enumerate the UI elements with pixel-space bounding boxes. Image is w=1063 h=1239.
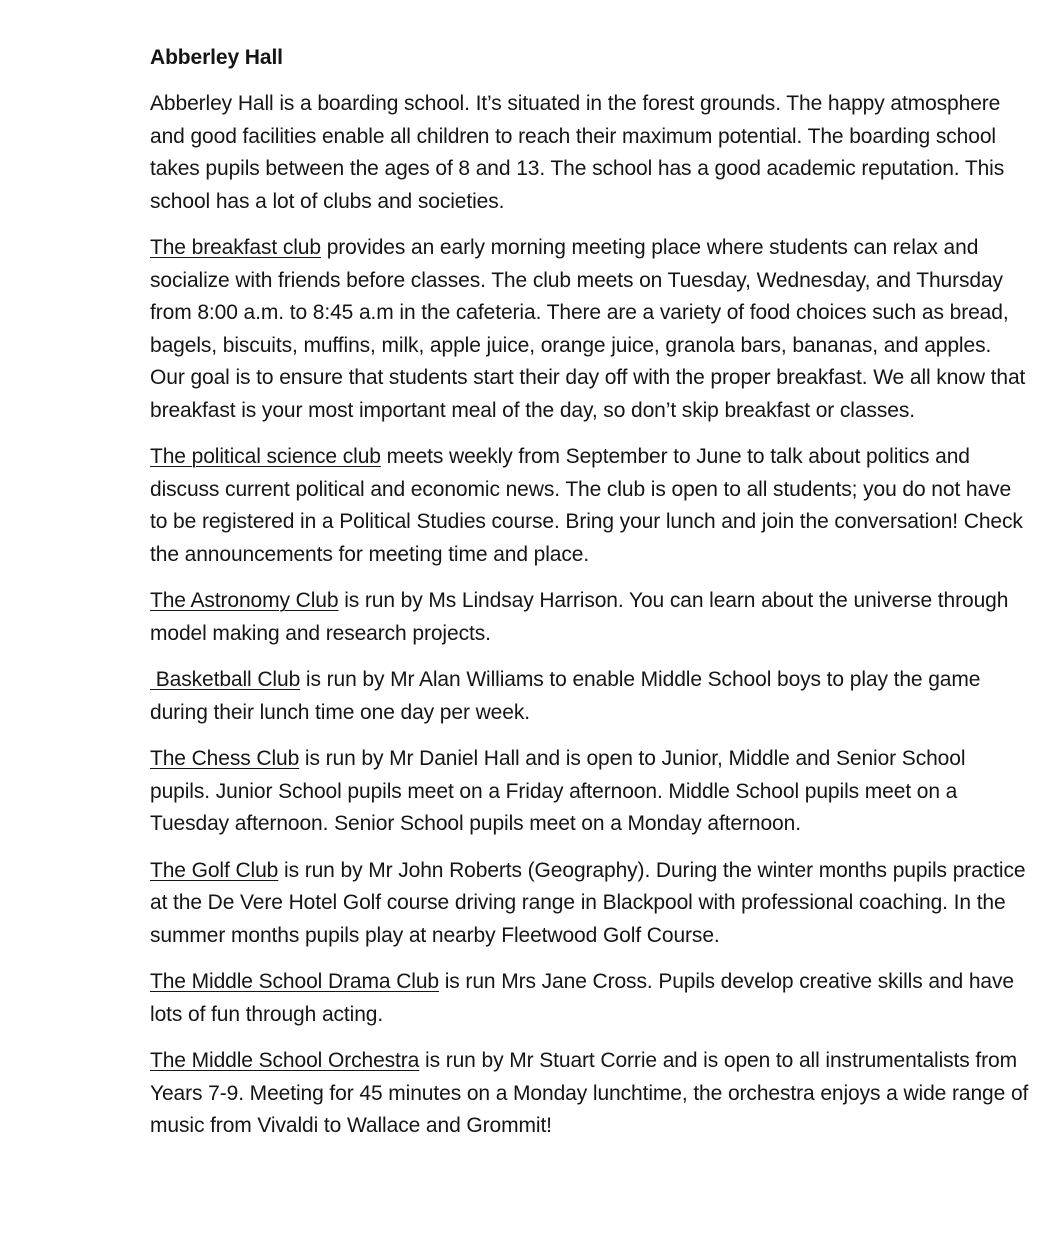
club-paragraph-orchestra bbox=[150, 1045, 1030, 1143]
club-paragraph-golf bbox=[150, 855, 1030, 953]
club-paragraph-astronomy bbox=[150, 585, 1030, 650]
club-description: is run by Mr Daniel Hall and is open to Junior, Middle and Senior School pupils. Junior School pupils meet on a Friday afternoon. Middle School pupils meet on a Tuesday afternoon. Senior School pupils meet on a Monday afternoon. bbox=[150, 747, 966, 835]
club-description: is run by Mr Stuart Corrie and is open to all instrumentalists from Years 7-9. Meeting for 45 minutes on a Monday lunchtime, the orchestra enjoys a wide range of music from Vivaldi to Wallace and Grommit! bbox=[150, 1049, 1029, 1137]
club-paragraph-breakfast bbox=[150, 232, 1030, 427]
club-description: is run by Ms Lindsay Harrison. You can learn about the universe through model making and research projects. bbox=[150, 589, 1009, 645]
club-description: is run by Mr John Roberts (Geography). During the winter months pupils practice at the De Vere Hotel Golf course driving range in Blackpool with professional coaching. In the summer months pupils play at nearby Fleetwood Golf Course. bbox=[150, 858, 1026, 947]
club-paragraph-basketball bbox=[150, 664, 1030, 729]
club-paragraph-drama bbox=[150, 966, 1030, 1031]
club-description: provides an early morning meeting place where students can relax and socialize with friends before classes. The club meets on Tuesday, Wednesday, and Thursday from 8:00 a.m. to 8:45 a.m in the cafeteria. There are a variety of food choices such as bread, bagels, biscuits, muffins, milk, apple juice, orange juice, granola bars, bananas, and apples. Our goal is to ensure that students start their day off with the proper breakfast. We all know that breakfast is your most important meal of the day, so don’t skip breakfast or classes. bbox=[150, 236, 1026, 422]
club-description: is run by Mr Alan Williams to enable Middle School boys to play the game during their lunch time one day per week. bbox=[150, 668, 981, 724]
club-name-chess: The Chess Club bbox=[150, 747, 300, 770]
document-title: Abberley Hall bbox=[150, 46, 283, 69]
club-paragraph-political-science bbox=[150, 441, 1030, 571]
club-name-political-science: The political science club bbox=[150, 445, 381, 468]
club-description: meets weekly from September to June to talk about politics and discuss current political and economic news. The club is open to all students; you do not have to be registered in a Political Studies course. Bring your lunch and join the conversation! Check the announcements for meeting time and place. bbox=[150, 445, 1023, 566]
club-name-breakfast: The breakfast club bbox=[150, 236, 321, 259]
club-name-orchestra: The Middle School Orchestra bbox=[150, 1049, 420, 1072]
club-paragraph-chess bbox=[150, 743, 1030, 841]
club-name-astronomy: The Astronomy Club bbox=[150, 589, 339, 612]
document-page bbox=[150, 42, 1030, 1157]
club-name-golf: The Golf Club bbox=[150, 858, 279, 882]
club-name-basketball: Basketball Club bbox=[150, 668, 301, 691]
intro-paragraph: Abberley Hall is a boarding school. It’s situated in the forest grounds. The happy atmosphere and good facilities enable all children to reach their maximum potential. The boarding school takes pupils between the ages of 8 and 13. The school has a good academic reputation. This school has a lot of clubs and societies. bbox=[150, 92, 1005, 213]
club-description: is run Mrs Jane Cross. Pupils develop creative skills and have lots of fun through acting. bbox=[150, 970, 1014, 1026]
club-name-drama: The Middle School Drama Club bbox=[150, 970, 439, 993]
